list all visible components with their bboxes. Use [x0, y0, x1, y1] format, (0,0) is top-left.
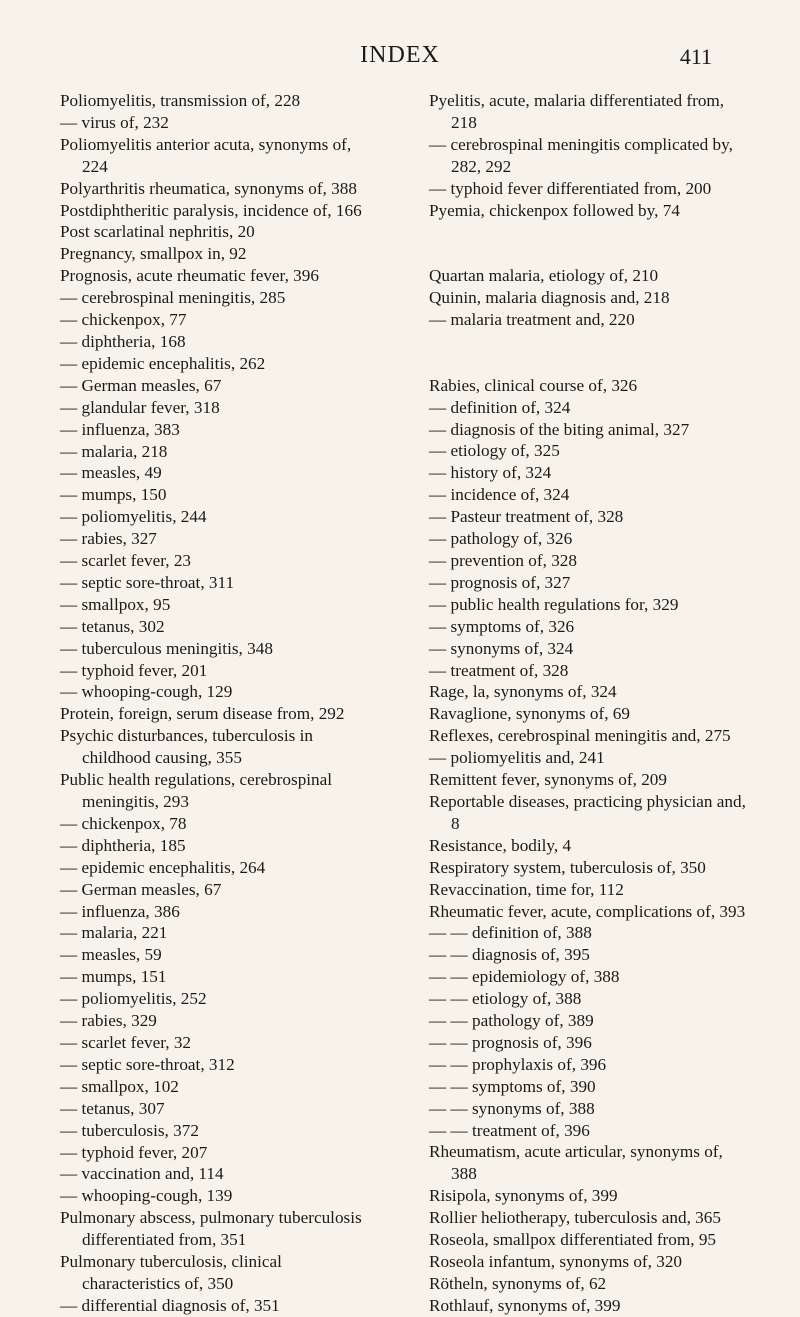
index-entry: — German measles, 67 [60, 375, 222, 395]
index-entry: — Pasteur treatment of, 328 [429, 507, 624, 527]
index-entry: — — epidemiology of, 388 [429, 967, 620, 987]
index-group-q [429, 265, 750, 331]
index-entry: — — prophylaxis of, 396 [429, 1054, 607, 1074]
index-entry: Pulmonary abscess, pulmonary tuberculosis differentiated from, 351 [60, 1208, 362, 1250]
index-column-left [60, 90, 381, 1315]
index-entry: — whooping-cough, 129 [60, 682, 233, 702]
index-entry: — history of, 324 [429, 463, 552, 483]
index-entry: — treatment of, 328 [429, 660, 569, 680]
index-entry: — virus of, 232 [60, 112, 169, 132]
index-entry: — mumps, 150 [60, 485, 167, 505]
index-entry: — prognosis of, 327 [429, 572, 571, 592]
index-entry: — septic sore-throat, 311 [60, 572, 235, 592]
index-entry: Revaccination, time for, 112 [429, 879, 624, 899]
page-number: 411 [679, 44, 712, 69]
index-entry: — — pathology of, 389 [429, 1011, 594, 1031]
index-entry: — cerebrospinal meningitis, 285 [60, 288, 286, 308]
index-entry: — malaria treatment and, 220 [429, 310, 635, 330]
index-entry: — influenza, 383 [60, 419, 180, 439]
index-entry: — cerebrospinal meningitis complicated by, 282, 292 [429, 134, 733, 176]
index-entry: Reportable diseases, practicing physician and, 8 [429, 791, 746, 833]
index-entry: — German measles, 67 [60, 879, 222, 899]
index-entry: — poliomyelitis, 244 [60, 507, 207, 527]
index-entry: — incidence of, 324 [429, 485, 570, 505]
index-entry: Rötheln, synonyms of, 62 [429, 1273, 607, 1293]
index-group-r [429, 375, 750, 1317]
index-entry: — symptoms of, 326 [429, 616, 575, 636]
index-entry: — etiology of, 325 [429, 441, 560, 461]
index-entry: — scarlet fever, 32 [60, 1032, 192, 1052]
index-entry: Poliomyelitis, transmission of, 228 [60, 91, 301, 110]
index-entry: — tetanus, 307 [60, 1098, 165, 1118]
index-entry: — poliomyelitis and, 241 [429, 748, 605, 768]
index-entry: — epidemic encephalitis, 262 [60, 353, 266, 373]
index-entry: — — treatment of, 396 [429, 1120, 590, 1140]
index-entry: Quinin, malaria diagnosis and, 218 [429, 288, 670, 308]
index-entry: — diphtheria, 168 [60, 331, 186, 351]
index-entry: — glandular fever, 318 [60, 397, 220, 417]
index-entry: Remittent fever, synonyms of, 209 [429, 770, 667, 790]
index-entry: — typhoid fever, 201 [60, 660, 208, 680]
index-entry: Pulmonary tuberculosis, clinical characteristics of, 350 [60, 1252, 282, 1293]
index-entry: — — etiology of, 388 [429, 989, 582, 1009]
index-entry: Rheumatism, acute articular, synonyms of, 388 [429, 1142, 723, 1184]
index-entry: Rheumatic fever, acute, complications of, 393 [429, 901, 746, 921]
index-entry: Post scarlatinal nephritis, 20 [60, 222, 255, 242]
page-title: INDEX [360, 42, 440, 68]
index-entry: — smallpox, 95 [60, 594, 171, 614]
index-columns [60, 90, 750, 1315]
index-entry: — tuberculosis, 372 [60, 1120, 199, 1140]
index-entry: — — symptoms of, 390 [429, 1076, 596, 1096]
group-gap [429, 221, 750, 265]
index-entry: — definition of, 324 [429, 397, 571, 417]
index-entry: — malaria, 221 [60, 923, 168, 943]
group-gap [429, 331, 750, 375]
index-entry: — — diagnosis of, 395 [429, 945, 590, 965]
index-entry: — measles, 59 [60, 945, 162, 965]
index-entry: — tetanus, 302 [60, 616, 165, 636]
index-entry: — malaria, 218 [60, 441, 168, 461]
index-entry: — pathology of, 326 [429, 529, 573, 549]
index-entry: Reflexes, cerebrospinal meningitis and, 275 [429, 726, 731, 746]
index-entry: — chickenpox, 77 [60, 310, 187, 330]
index-entry: — chickenpox, 78 [60, 813, 187, 833]
index-entry: — public health regulations for, 329 [429, 594, 679, 614]
index-entry: Roseola infantum, synonyms of, 320 [429, 1252, 683, 1271]
index-entry: — poliomyelitis, 252 [60, 989, 207, 1009]
index-entry: — diphtheria, 185 [60, 835, 186, 855]
index-entry: Roseola, smallpox differentiated from, 95 [429, 1230, 717, 1250]
page-header [0, 42, 800, 78]
index-entry: — influenza, 386 [60, 901, 180, 921]
index-entry: — whooping-cough, 139 [60, 1186, 233, 1206]
index-column-right [429, 90, 750, 1315]
index-entry: — epidemic encephalitis, 264 [60, 857, 266, 877]
index-entry: — prevention of, 328 [429, 551, 577, 570]
index-entry: Quartan malaria, etiology of, 210 [429, 266, 659, 286]
index-entry: — septic sore-throat, 312 [60, 1054, 235, 1074]
index-entry: — mumps, 151 [60, 967, 167, 987]
index-entry: Pyemia, chickenpox followed by, 74 [429, 200, 680, 220]
index-entry: Public health regulations, cerebrospinal meningitis, 293 [60, 770, 333, 811]
index-entry: — typhoid fever differentiated from, 200 [429, 178, 712, 198]
index-entry: Rabies, clinical course of, 326 [429, 375, 638, 395]
index-entry: Rothlauf, synonyms of, 399 [429, 1295, 621, 1315]
index-group-p-tail [429, 90, 750, 221]
index-entry: Rollier heliotherapy, tuberculosis and, 365 [429, 1208, 721, 1228]
index-entry: — smallpox, 102 [60, 1076, 179, 1096]
index-entry: Psychic disturbances, tuberculosis in childhood causing, 355 [60, 726, 313, 768]
index-entry: — tuberculous meningitis, 348 [60, 638, 273, 658]
index-entry: Prognosis, acute rheumatic fever, 396 [60, 266, 319, 286]
index-entry: Respiratory system, tuberculosis of, 350 [429, 857, 706, 877]
index-entry: Pregnancy, smallpox in, 92 [60, 244, 247, 264]
index-entry: Protein, foreign, serum disease from, 292 [60, 704, 345, 724]
index-entry: Polyarthritis rheumatica, synonyms of, 388 [60, 178, 357, 198]
index-entry: Risipola, synonyms of, 399 [429, 1186, 618, 1206]
index-entry: Resistance, bodily, 4 [429, 835, 572, 855]
index-entry: — — prognosis of, 396 [429, 1032, 592, 1052]
index-entry: — rabies, 327 [60, 529, 157, 549]
index-entry: — — synonyms of, 388 [429, 1098, 595, 1118]
index-entry: — differential diagnosis of, 351 [60, 1295, 280, 1315]
index-entry: — rabies, 329 [60, 1011, 157, 1031]
index-entry: Pyelitis, acute, malaria differentiated from, 218 [429, 91, 725, 132]
index-entry: — synonyms of, 324 [429, 638, 574, 658]
index-entry: Postdiphtheritic paralysis, incidence of, 166 [60, 200, 362, 220]
index-entry: Poliomyelitis anterior acuta, synonyms of, 224 [60, 134, 352, 176]
index-entry: — vaccination and, 114 [60, 1164, 224, 1184]
index-entry: — scarlet fever, 23 [60, 551, 192, 571]
index-entry: — typhoid fever, 207 [60, 1142, 208, 1162]
index-entry: Rage, la, synonyms of, 324 [429, 682, 617, 702]
index-entry: Ravaglione, synonyms of, 69 [429, 704, 630, 724]
index-entry: — measles, 49 [60, 463, 162, 483]
index-entry: — diagnosis of the biting animal, 327 [429, 419, 690, 439]
index-entry: — — definition of, 388 [429, 923, 592, 943]
